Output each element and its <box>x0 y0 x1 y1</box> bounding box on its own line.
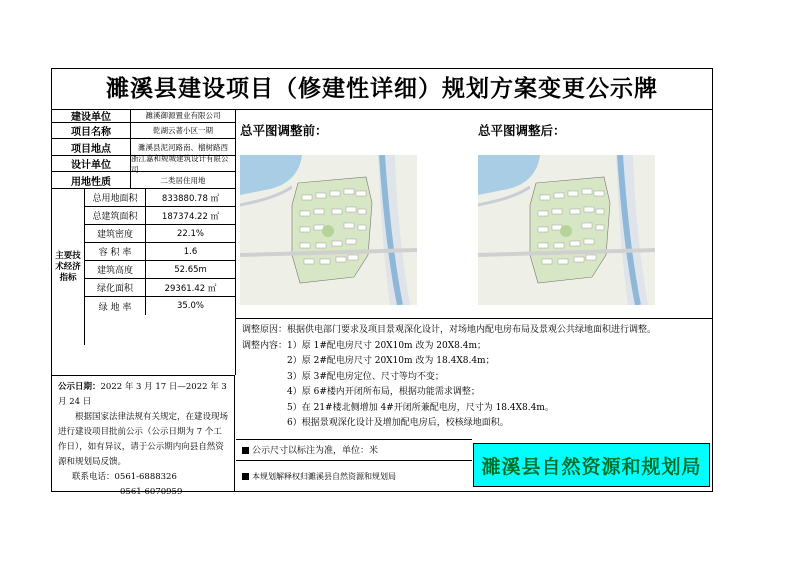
tech-label: 绿 地 率 <box>85 297 146 315</box>
tech-row <box>85 207 235 225</box>
info-row <box>52 123 235 139</box>
copyright-note <box>236 461 472 492</box>
project-info-table <box>52 109 236 375</box>
site-plan-drawing <box>478 155 655 305</box>
adjust-item: 4）原 6#楼内开闭所布局，根据功能需求调整； <box>287 387 480 397</box>
site-plan-drawing <box>240 155 417 305</box>
size-note-text: 公示尺寸以标注为准，单位：米 <box>252 446 379 456</box>
public-notice <box>52 375 235 497</box>
info-value: 二类居住用地 <box>160 175 206 185</box>
info-value: 浙江嘉和规城建筑设计有限公司 <box>131 153 229 174</box>
info-label: 项目名称 <box>52 123 131 138</box>
copyright-text: 本规划解释权归濉溪县自然资源和规划局 <box>252 472 396 481</box>
bullet-square-icon <box>242 447 249 454</box>
tech-row <box>85 261 235 279</box>
tech-row <box>85 297 235 315</box>
bureau-name-banner: 濉溪县自然资源和规划局 <box>473 443 710 487</box>
tech-label: 建筑高度 <box>85 261 146 278</box>
tech-label: 建筑密度 <box>85 225 146 242</box>
info-value: 乾湖云著小区一期 <box>153 126 213 135</box>
tech-value: 22.1% <box>176 228 204 239</box>
phone-number: 0561-6070959 <box>120 487 183 497</box>
plan-after-heading: 总平图调整后： <box>478 123 566 138</box>
tech-label: 绿化面积 <box>85 279 146 296</box>
info-value: 濉溪御源置业有限公司 <box>145 111 221 120</box>
tech-label: 总建筑面积 <box>85 207 146 224</box>
adjust-reason: 调整原因：根据供电部门要求及项目景观深化设计，对场地内配电房布局及景观公共绿地面积进行调整。 <box>242 325 657 335</box>
tech-value: 52.65m <box>174 264 207 275</box>
tech-label: 总用地面积 <box>85 189 146 206</box>
page-title: 濉溪县建设项目（修建性详细）规划方案变更公示牌 <box>52 69 712 110</box>
tech-value: 833880.78 ㎡ <box>161 193 220 204</box>
info-row <box>52 172 235 189</box>
adjust-item: 2）原 2#配电房尺寸 20X10m 改为 18.4X8.4m； <box>287 356 495 366</box>
tech-value: 1.6 <box>183 246 198 257</box>
size-note <box>236 439 472 461</box>
tech-side-label: 主要技术经济指标 <box>52 189 85 345</box>
info-label: 建设单位 <box>52 109 131 122</box>
info-row <box>52 153 235 174</box>
tech-value: 187374.22 ㎡ <box>161 211 220 222</box>
notice-body: 根据国家法律法规有关规定，在建设现场进行建设项目批前公示（公示日期为 7 个工作日），如有异议，请于公示期内向县自然资源和规划局反馈。 <box>58 412 229 467</box>
adjust-content-label: 调整内容： <box>242 340 288 351</box>
adjust-item: 5）在 21#楼北侧增加 4#开闭所兼配电房，尺寸为 18.4X8.4m。 <box>287 402 554 413</box>
billboard-frame <box>51 68 713 497</box>
adjustment-description <box>236 318 712 438</box>
tech-label: 容 积 率 <box>85 243 146 260</box>
tech-row <box>85 243 235 261</box>
info-label: 项目地点 <box>52 139 131 155</box>
phone-number: 0561-6888326 <box>114 472 177 482</box>
bullet-square-icon <box>242 473 249 480</box>
adjust-item: 6）根据景观深化设计及增加配电房后，校核绿地面积。 <box>287 418 509 428</box>
adjust-item: 1）原 1#配电房尺寸 20X10m 改为 20X8.4m； <box>287 340 487 351</box>
tech-value: 29361.42 ㎡ <box>164 283 217 294</box>
tech-row <box>85 225 235 243</box>
tech-row <box>85 189 235 207</box>
plan-before-heading: 总平图调整前： <box>240 123 328 138</box>
adjust-item: 3）原 3#配电房定位、尺寸等均不变； <box>287 371 444 382</box>
notice-date-label: 公示日期： <box>58 382 101 392</box>
info-value: 濉溪县泥河路南、榴树路西 <box>138 142 228 152</box>
site-plan-before <box>240 155 417 305</box>
site-plan-after <box>478 155 655 305</box>
info-row <box>52 109 235 123</box>
tech-row <box>85 279 235 297</box>
info-label: 用地性质 <box>52 172 131 188</box>
tech-value: 35.0% <box>176 301 204 311</box>
phone-label: 联系电话： <box>72 472 115 482</box>
tech-indicators <box>52 189 235 345</box>
notice-date: 2022 年 3 月 17 日—2022 年 3 月 24 日 <box>58 382 227 407</box>
info-label: 设计单位 <box>52 156 131 171</box>
